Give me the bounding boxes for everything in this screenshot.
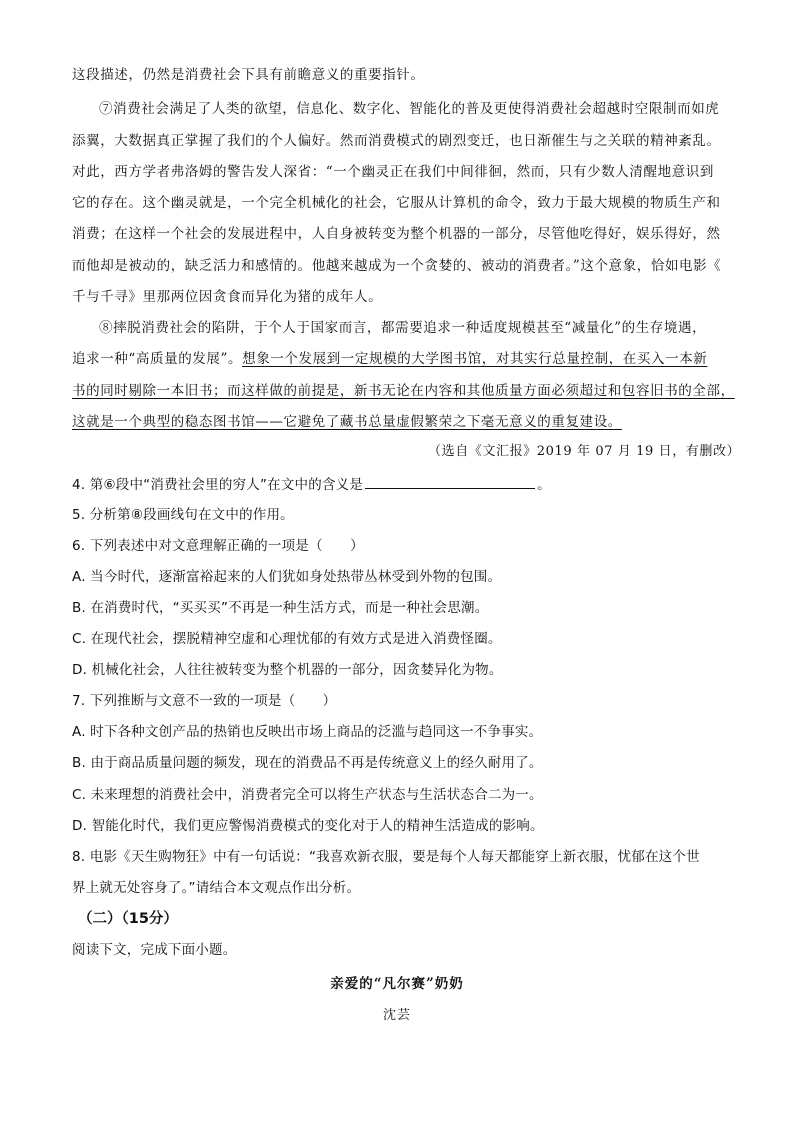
answer-blank[interactable] xyxy=(365,474,535,489)
paragraph-7-line: 对此，西方学者弗洛姆的警告发人深省：“一个幽灵正在我们中间徘徊，然而，只有少数人清醒地意识到 xyxy=(72,164,714,180)
underlined-sentence: 书的同时剔除一本旧书；而这样做的前提是，新书无论在内容和其他质量方面必须超过和包容旧书的全部， xyxy=(72,383,735,399)
option-a: A. 时下各种文创产品的热销也反映出市场上商品的泛滥与趋同这一不争事实。 xyxy=(72,724,543,740)
underlined-sentence: 想象一个发展到一定规模的大学图书馆，对其实行总量控制，在买入一本新 xyxy=(242,351,708,367)
question-7: 7. 下列推断与文意不一致的一项是（ ） xyxy=(72,693,337,709)
paragraph-7-line: ⑦消费社会满足了人类的欲望，信息化、数字化、智能化的普及更使得消费社会超越时空限制而如虎 xyxy=(99,101,720,117)
question-4 xyxy=(72,474,722,495)
paragraph-8-line xyxy=(72,349,722,369)
source-citation: （选自《文汇报》2019 年 07 月 19 日，有删改） xyxy=(428,444,741,459)
section-instruction: 阅读下文，完成下面小题。 xyxy=(72,942,237,958)
option-c: C. 在现代社会，摆脱精神空虚和心理忧郁的有效方式是进入消费怪圈。 xyxy=(72,631,502,647)
section-heading: （二）（15分） xyxy=(78,911,178,927)
article-title: 亲爱的“凡尔赛”奶奶 xyxy=(330,976,464,992)
question-5: 5. 分析第⑧段画线句在文中的作用。 xyxy=(72,507,294,523)
paragraph-7-line: 添翼，大数据真正掌握了我们的个人偏好。然而消费模式的剧烈变迁，也日渐催生与之关联的精神紊乱。 xyxy=(72,133,721,149)
passage-line: 这段描述，仍然是消费社会下具有前瞻意义的重要指针。 xyxy=(72,67,425,83)
question-4-period: 。 xyxy=(537,477,551,493)
underlined-sentence: 这就是一个典型的稳态图书馆——它避免了藏书总量虚假繁荣之下毫无意义的重复建设。 xyxy=(72,414,622,430)
question-4-text: 4. 第⑥段中“消费社会里的穷人”在文中的含义是 xyxy=(72,477,364,493)
question-8: 8. 电影《天生购物狂》中有一句话说：“我喜欢新衣服，要是每个人每天都能穿上新衣服，忧郁在这个世 xyxy=(72,849,700,865)
question-6: 6. 下列表述中对文意理解正确的一项是（ ） xyxy=(72,538,364,554)
question-8-continued: 界上就无处容身了。”请结合本文观点作出分析。 xyxy=(72,880,361,896)
option-c: C. 未来理想的消费社会中，消费者完全可以将生产状态与生活状态合二为一。 xyxy=(72,787,543,803)
paragraph-7-line: 千与千寻》里那两位因贪食而异化为猪的成年人。 xyxy=(72,289,383,305)
paragraph-8-plain-text: 追求一种“高质量的发展”。 xyxy=(72,351,243,367)
article-author: 沈芸 xyxy=(382,1008,411,1023)
option-a: A. 当今时代，逐渐富裕起来的人们犹如身处热带丛林受到外物的包围。 xyxy=(72,569,502,585)
option-d: D. 智能化时代，我们更应警惕消费模式的变化对于人的精神生活造成的影响。 xyxy=(72,818,544,834)
option-b: B. 由于商品质量问题的频发，现在的消费品不再是传统意义上的经久耐用了。 xyxy=(72,755,543,771)
option-b: B. 在消费时代，“买买买”不再是一种生活方式，而是一种社会思潮。 xyxy=(72,600,489,616)
paragraph-8-line: ⑧摔脱消费社会的陷阱，于个人于国家而言，都需要追求一种适度规模甚至“减量化”的生存境遇， xyxy=(99,320,707,336)
paragraph-7-line: 而他却是被动的，缺乏活力和感情的。他越来越成为一个贪婪的、被动的消费者。”这个意象，恰如电影《 xyxy=(72,258,722,274)
paragraph-7-line: 它的存在。这个幽灵就是，一个完全机械化的社会，它服从计算机的命令，致力于最大规模的物质生产和 xyxy=(72,195,721,211)
option-d: D. 机械化社会，人往往被转变为整个机器的一部分，因贪婪异化为物。 xyxy=(72,662,503,678)
paragraph-7-line: 消费；在这样一个社会的发展进程中，人自身被转变为整个机器的一部分，尽管他吃得好，娱乐得好，然 xyxy=(72,226,721,242)
